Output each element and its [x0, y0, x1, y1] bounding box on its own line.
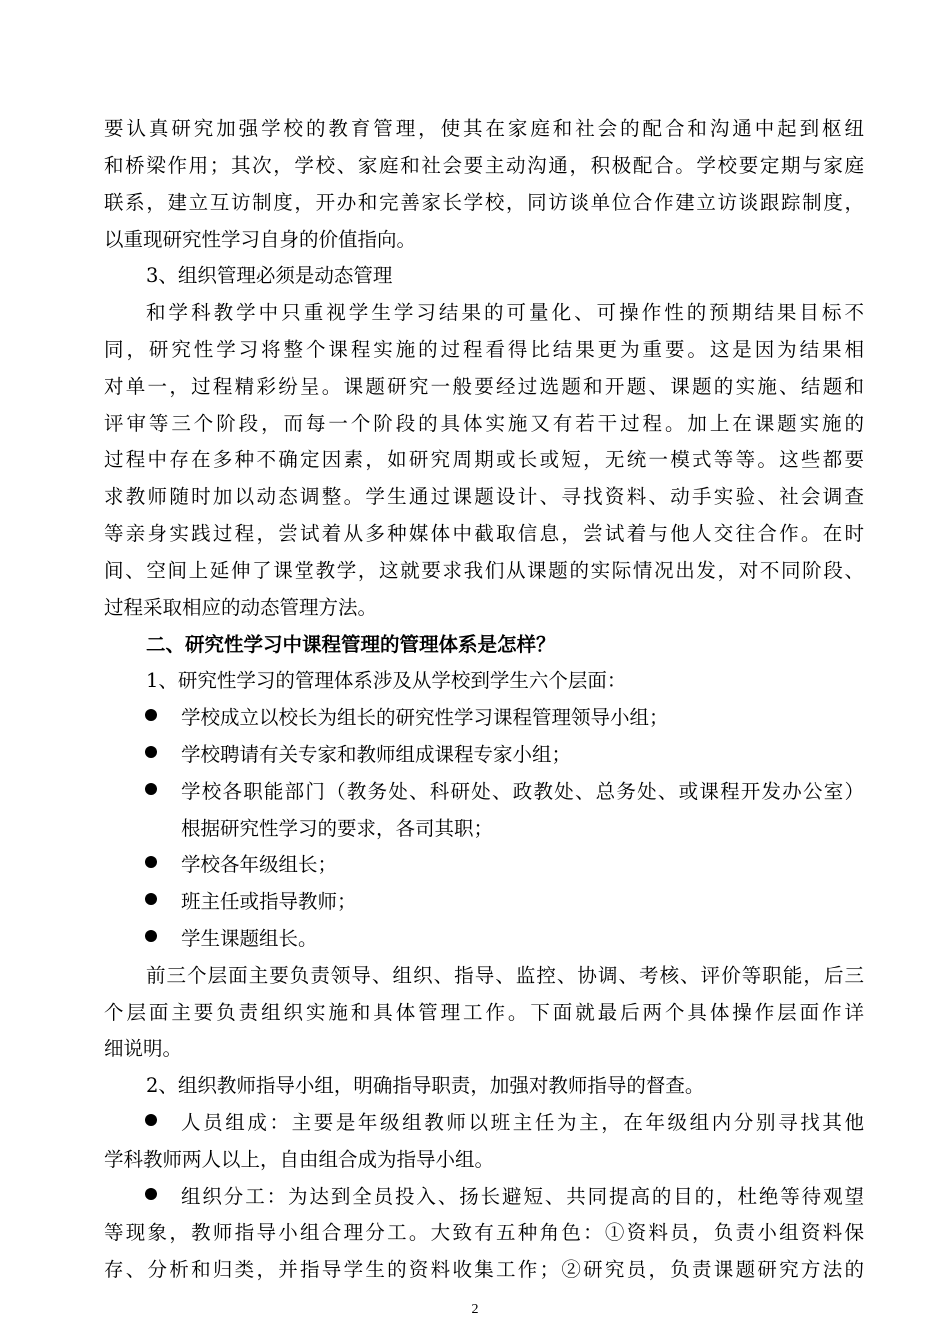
bullet-icon — [145, 1188, 157, 1200]
bullet-icon — [145, 709, 157, 721]
list-item: 学校成立以校长为组长的研究性学习课程管理领导小组； — [181, 706, 669, 729]
bullet-icon — [145, 856, 157, 868]
paragraph-line: 个层面主要负责组织实施和具体管理工作。下面就最后两个具体操作层面作详 — [104, 1001, 864, 1024]
paragraph-line: 组织分工：为达到全员投入、扬长避短、共同提高的目的，杜绝等待观望 — [181, 1185, 864, 1208]
paragraph-line: 和桥梁作用；其次，学校、家庭和社会要主动沟通，积极配合。学校要定期与家庭 — [104, 154, 864, 177]
paragraph-line: 学科教师两人以上，自由组合成为指导小组。 — [104, 1148, 495, 1171]
paragraph-line: 细说明。 — [104, 1037, 183, 1060]
list-item-continuation: 根据研究性学习的要求，各司其职； — [181, 817, 494, 840]
paragraph-line: 间、空间上延伸了课堂教学，这就要求我们从课题的实际情况出发，对不同阶段、 — [104, 559, 864, 582]
bullet-icon — [145, 783, 157, 795]
paragraph-line: 过程采取相应的动态管理方法。 — [104, 596, 378, 619]
paragraph-line: 人员组成：主要是年级组教师以班主任为主，在年级组内分别寻找其他 — [181, 1111, 864, 1134]
section-heading-bold: 二、研究性学习中课程管理的管理体系是怎样？ — [146, 633, 556, 656]
list-item: 学校各职能部门（教务处、科研处、政教处、总务处、或课程开发办公室） — [181, 780, 864, 803]
paragraph-line: 联系，建立互访制度，开办和完善家长学校，同访谈单位合作建立访谈跟踪制度， — [104, 191, 864, 214]
section-heading: 3、组织管理必须是动态管理 — [146, 264, 393, 287]
paragraph-line: 2、组织教师指导小组，明确指导职责，加强对教师指导的督查。 — [146, 1074, 705, 1097]
bullet-icon — [145, 893, 157, 905]
paragraph-line: 要认真研究加强学校的教育管理，使其在家庭和社会的配合和沟通中起到枢纽 — [104, 117, 864, 140]
paragraph-line: 等亲身实践过程，尝试着从多种媒体中截取信息，尝试着与他人交往合作。在时 — [104, 522, 864, 545]
list-item: 学生课题组长。 — [181, 927, 318, 950]
paragraph-line: 前三个层面主要负责领导、组织、指导、监控、协调、考核、评价等职能，后三 — [146, 964, 864, 987]
list-item: 学校聘请有关专家和教师组成课程专家小组； — [181, 743, 572, 766]
paragraph-line: 1、研究性学习的管理体系涉及从学校到学生六个层面： — [146, 669, 627, 692]
paragraph-line: 以重现研究性学习自身的价值指向。 — [104, 228, 417, 251]
paragraph-line: 求教师随时加以动态调整。学生通过课题设计、寻找资料、动手实验、社会调查 — [104, 485, 864, 508]
paragraph-line: 和学科教学中只重视学生学习结果的可量化、可操作性的预期结果目标不 — [146, 301, 864, 324]
paragraph-line: 存、分析和归类，并指导学生的资料收集工作；②研究员，负责课题研究方法的 — [104, 1258, 864, 1281]
paragraph-line: 同，研究性学习将整个课程实施的过程看得比结果更为重要。这是因为结果相 — [104, 338, 864, 361]
bullet-icon — [145, 930, 157, 942]
list-item: 学校各年级组长； — [181, 853, 338, 876]
paragraph-line: 等现象，教师指导小组合理分工。大致有五种角色：①资料员，负责小组资料保 — [104, 1221, 864, 1244]
paragraph-line: 过程中存在多种不确定因素，如研究周期或长或短，无统一模式等等。这些都要 — [104, 448, 864, 471]
paragraph-line: 对单一，过程精彩纷呈。课题研究一般要经过选题和开题、课题的实施、结题和 — [104, 375, 864, 398]
bullet-icon — [145, 1114, 157, 1126]
list-item: 班主任或指导教师； — [181, 890, 357, 913]
page-number: 2 — [471, 1302, 479, 1317]
bullet-icon — [145, 746, 157, 758]
paragraph-line: 评审等三个阶段，而每一个阶段的具体实施又有若干过程。加上在课题实施的 — [104, 412, 864, 435]
